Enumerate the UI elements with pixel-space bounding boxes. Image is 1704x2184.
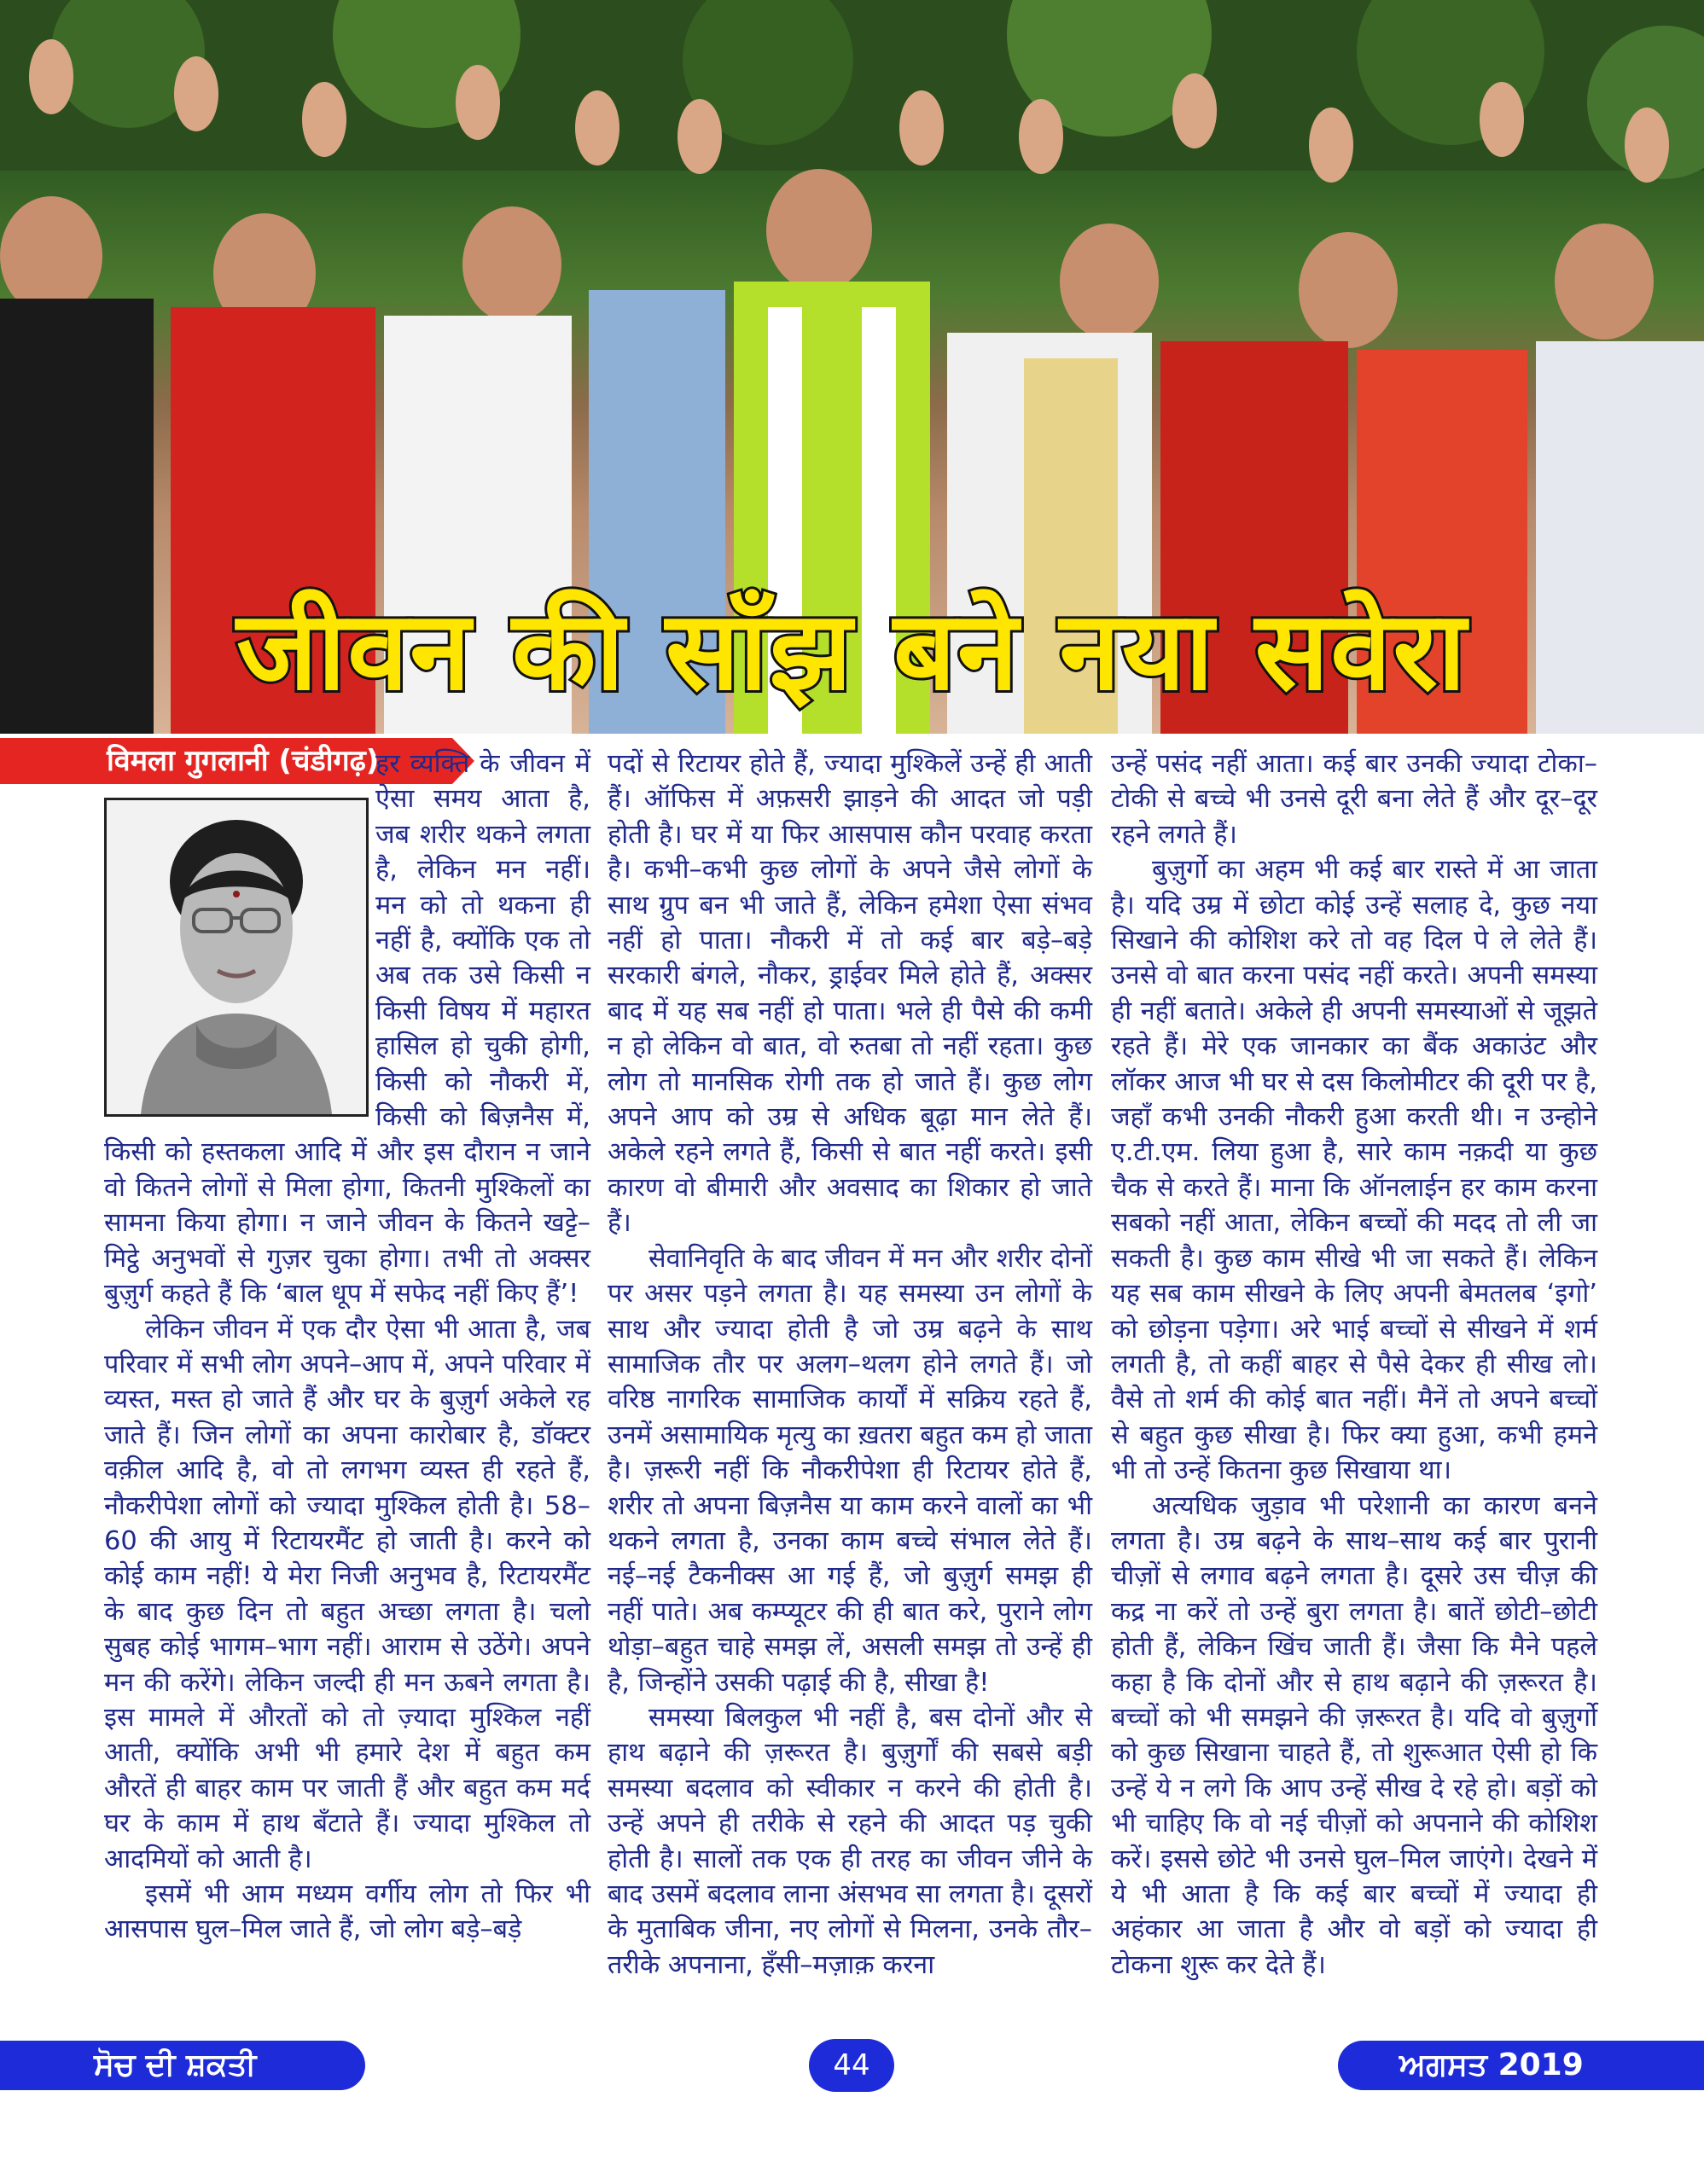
paragraph: अत्यधिक जुड़ाव भी परेशानी का कारण बनने लगता है। उम्र बढ़ने के साथ–साथ कई बार पुरानी चीज़ों से लगाव बढ़ने लगता है। दूसरे उस चीज़ की कद्र ना करें तो उन्हें बुरा लगता है। बातें छोटी–छोटी होती हैं, लेकिन खिंच जाती हैं। जैसा कि मैने पहले कहा है कि दोनों और से हाथ बढ़ाने की ज़रूरत है। बच्चों को भी समझने की ज़रूरत है। यदि वो बुज़ुर्गो को कुछ सिखाना चाहते हैं, तो शुरूआत ऐसी हो कि उन्हें ये न लगे कि आप उन्हें सीख दे रहे हो। बड़ों को भी चाहिए कि वो नई चीज़ों को अपनाने की कोशिश करें। इससे छोटे भी उनसे घुल–मिल जाएंगे। देखने में ये भी आता है कि कई बार बच्चों में ज्यादा ही अहंकार आ जाता है और वो बड़ों को ज्यादा ही टोकना शुरू कर देते हैं। xyxy=(1111,1490,1597,1980)
paragraph: बुज़ुर्गो का अहम भी कई बार रास्ते में आ जाता है। यदि उम्र में छोटा कोई उन्हें सलाह दे, कुछ नया सिखाने की कोशिश करे तो वह दिल पे ले लेते हैं। उनसे वो बात करना पसंद नहीं करते। अपनी समस्या ही नहीं बताते। अकेले ही अपनी समस्याओं से जूझते रहते हैं। मेरे एक जानकार का बैंक अकाउंट और लॉकर आज भी घर से दस किलोमीटर की दूरी पर है, जहाँ कभी उनकी नौकरी हुआ करती थी। न उन्होने ए.टी.एम. लिया हुआ है, सारे काम नक़दी या कुछ चैक से करते हैं। माना कि ऑनलाईन हर काम करना सबको नहीं आता, लेकिन बच्चों की मदद तो ली जा सकती है। कुछ काम सीखे भी जा सकते हैं। लेकिन यह सब काम सीखने के लिए अपनी बेमतलब ‘इगो’ को छोड़ना पड़ेगा। अरे भाई बच्चों से सीखने में शर्म लगती है, तो कहीं बाहर से पैसे देकर ही सीख लो। वैसे तो शर्म की कोई बात नहीं। मैनें तो अपने बच्चों से बहुत कुछ सीखा है। फिर क्या हुआ, कभी हमने भी तो उन्हें कितना कुछ सिखाया था। xyxy=(1111,855,1597,1486)
article-column-2 xyxy=(608,746,1092,1983)
page-number: 44 xyxy=(809,2039,894,2092)
article-column-1 xyxy=(104,746,590,1948)
magazine-name: ਸੋਚ ਦੀ ਸ਼ਕਤੀ xyxy=(94,2048,257,2082)
paragraph: उन्हें पसंद नहीं आता। कई बार उनकी ज्यादा टोका–टोकी से बच्चे भी उनसे दूरी बना लेते हैं और दूर–दूर रहने लगते हैं। xyxy=(1111,749,1597,850)
issue-date: ਅਗਸਤ 2019 xyxy=(1399,2048,1584,2082)
paragraph: पदों से रिटायर होते हैं, ज्यादा मुश्किलें उन्हें ही आती हैं। ऑफिस में अफ़सरी झाड़ने की आदत जो पड़ी होती है। घर में या फिर आसपास कौन परवाह करता है। कभी–कभी कुछ लोगों के अपने जैसे लोगों के साथ ग्रुप बन भी जाते हैं, लेकिन हमेशा ऐसा संभव नहीं हो पाता। नौकरी में तो कई बार बड़े–बड़े सरकारी बंगले, नौकर, ड्राईवर मिले होते हैं, अक्सर बाद में यह सब नहीं हो पाता। भले ही पैसे की कमी न हो लेकिन वो बात, वो रुतबा तो नहीं रहता। कुछ लोग तो मानसिक रोगी तक हो जाते हैं। कुछ लोग अपने आप को उम्र से अधिक बूढ़ा मान लेते हैं। अकेले रहने लगते हैं, किसी से बात नहीं करते। इसी कारण वो बीमारी और अवसाद का शिकार हो जाते हैं। xyxy=(608,749,1092,1239)
hero-photo xyxy=(0,0,1704,734)
paragraph: लेकिन जीवन में एक दौर ऐसा भी आता है, जब परिवार में सभी लोग अपने–आप में, अपने परिवार में व्यस्त, मस्त हो जाते हैं और घर के बुज़ुर्ग अकेले रह जाते हैं। जिन लोगों का अपना कारोबार है, डॉक्टर वक़ील आदि है, वो तो लगभग व्यस्त ही रहते हैं, नौकरीपेशा लोगों को ज्यादा मुश्किल होती है। 58–60 की आयु में रिटायरमैंट हो जाती है। करने को कोई काम नहीं! ये मेरा निजी अनुभव है, रिटायरमैंट के बाद कुछ दिन तो बहुत अच्छा लगता है। चलो सुबह कोई भागम–भाग नहीं। आराम से उठेंगे। अपने मन की करेंगे। लेकिन जल्दी ही मन ऊबने लगता है। इस मामले में औरतों को तो ज़्यादा मुश्किल नहीं आती, क्योंकि अभी भी हमारे देश में बहुत कम औरतें ही बाहर काम पर जाती हैं और बहुत कम मर्द घर के काम में हाथ बँटाते हैं। ज्यादा मुश्किल तो आदमियों को आती है। xyxy=(104,1314,590,1874)
paragraph: इसमें भी आम मध्यम वर्गीय लोग तो फिर भी आसपास घुल–मिल जाते हैं, जो लोग बड़े–बड़े xyxy=(104,1879,590,1945)
paragraph: हर व्यक्ति के जीवन में ऐसा समय आता है, जब शरीर थकने लगता है, लेकिन मन नहीं। मन को तो थकना ही नहीं है, क्योंकि एक तो अब तक उसे किसी न किसी विषय में महारत हासिल हो चुकी होगी, किसी को नौकरी में, किसी को बिज़नैस में, किसी को हस्तकला आदि में और इस दौरान न जाने वो कितने लोगों से मिला होगा, कितनी मुश्किलों का सामना किया होगा। न जाने जीवन के कितने खट्टे–मिट्ठे अनुभवों से गुज़र चुका होगा। तभी तो अक्सर बुज़ुर्ग कहते हैं कि ‘बाल धूप में सफेद नहीं किए हैं’! xyxy=(104,749,590,1310)
paragraph: सेवानिवृति के बाद जीवन में मन और शरीर दोनों पर असर पड़ने लगता है। यह समस्या उन लोगों के साथ और ज्यादा होती है जो उम्र बढ़ने के साथ सामाजिक तौर पर अलग–थलग होने लगते हैं। जो वरिष्ठ नागरिक सामाजिक कार्यों में सक्रिय रहते हैं, उनमें असामायिक मृत्यु का ख़तरा बहुत कम हो जाता है। ज़रूरी नहीं कि नौकरीपेशा ही रिटायर होते हैं, शरीर तो अपना बिज़नैस या काम करने वालों का भी थकने लगता है, उनका काम बच्चे संभाल लेते हैं। नई–नई टैकनीक्स आ गई हैं, जो बुज़ुर्ग समझ ही नहीं पाते। अब कम्प्यूटर की ही बात करे, पुराने लोग थोड़ा–बहुत चाहे समझ लें, असली समझ तो उन्हें ही है, जिन्होंने उसकी पढ़ाई की है, सीखा है! xyxy=(608,1243,1092,1698)
article-headline: जीवन की साँझ बने नया सवेरा xyxy=(236,588,1468,715)
paragraph: समस्या बिलकुल भी नहीं है, बस दोनों और से हाथ बढ़ाने की ज़रूरत है। बुज़ुर्गों की सबसे बड़ी समस्या बदलाव को स्वीकार न करने की होती है। उन्हें अपने ही तरीके से रहने की आदत पड़ चुकी होती है। सालों तक एक ही तरह का जीवन जीने के बाद उसमें बदलाव लाना अंसभव सा लगता है। दूसरों के मुताबिक जीना, नए लोगों से मिलना, उनके तौर–तरीके अपनाना, हँसी–मज़ाक़ करना xyxy=(608,1702,1092,1980)
author-byline: विमला गुगलानी (चंडीगढ़) xyxy=(107,744,380,778)
article-column-3 xyxy=(1111,746,1597,1983)
photo-wrap-spacer xyxy=(104,746,375,1120)
